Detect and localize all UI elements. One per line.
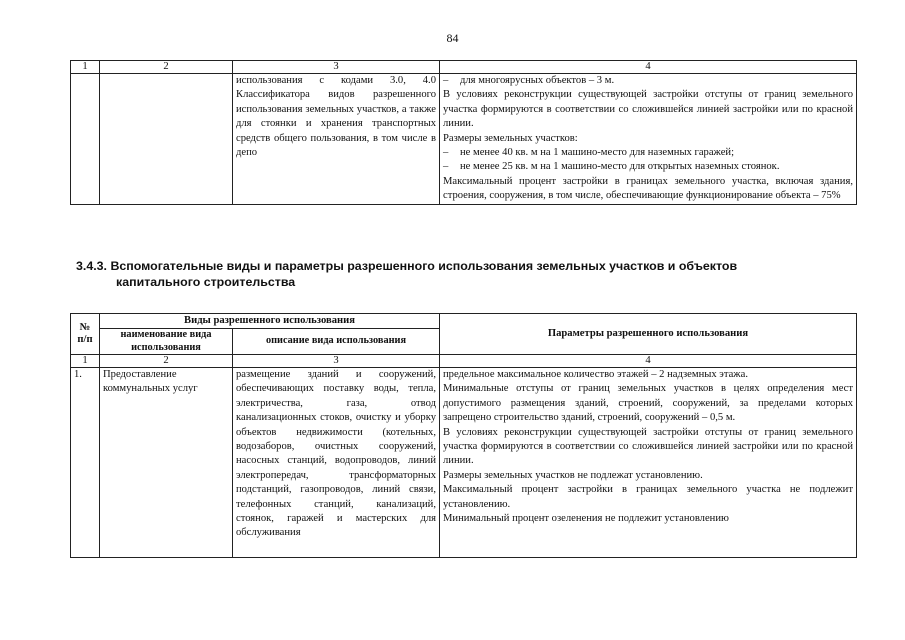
cell-name: Предоставление коммунальных услуг bbox=[100, 368, 233, 558]
paragraph: Минимальный процент озеленения не подлежит установлению bbox=[443, 513, 729, 525]
column-number: 2 bbox=[100, 355, 233, 368]
paragraph: В условиях реконструкции существующей застройки отступы от границ земельного участка формируются в соответствии со сложившейся линией застройки или по красной линии. bbox=[443, 89, 853, 130]
paragraph: Максимальный процент застройки в границах земельного участка не подлежит установлению. bbox=[443, 484, 853, 510]
header-name: наименование вида использования bbox=[100, 329, 233, 355]
header-num: № п/п bbox=[71, 314, 100, 355]
page-number: 84 bbox=[446, 31, 459, 45]
cell-name bbox=[100, 74, 233, 205]
table-row bbox=[71, 74, 857, 205]
column-number: 1 bbox=[71, 355, 100, 368]
column-number-row bbox=[71, 355, 857, 368]
cell-description bbox=[233, 368, 440, 558]
list-item: – не менее 40 кв. м на 1 машино-место для наземных гаражей; bbox=[443, 147, 735, 159]
list-item: – для многоярусных объектов – 3 м. bbox=[443, 75, 615, 86]
table-row bbox=[71, 368, 857, 558]
cell-num bbox=[71, 74, 100, 205]
column-number-row bbox=[71, 61, 857, 74]
section-heading-line1: 3.4.3. Вспомогательные виды и параметры разрешенного использования земельных участков и объектов bbox=[76, 259, 738, 273]
column-number: 1 bbox=[71, 61, 100, 74]
cell-description: использования с кодами 3.0, 4.0 Классификатора видов разрешенного использования земельных участков, а также для стоянки и хранения транспортных средств общего пользования, в том числе в депо bbox=[233, 74, 440, 205]
cell-num: 1. bbox=[71, 368, 100, 558]
paragraph: Размеры земельных участков не подлежат установлению. bbox=[443, 469, 703, 481]
paragraph: В условиях реконструкции существующей застройки отступы от границ земельного участка формируются в соответствии со сложившейся линией застройки или по красной линии. bbox=[443, 426, 853, 467]
paragraph: предельное максимальное количество этажей – 2 надземных этажа. bbox=[443, 369, 748, 380]
column-number: 4 bbox=[440, 355, 857, 368]
cell-params bbox=[440, 368, 857, 558]
header-types-group: Виды разрешенного использования bbox=[100, 314, 440, 329]
section-heading bbox=[76, 258, 846, 290]
paragraph: Размеры земельных участков: bbox=[443, 132, 578, 144]
description-text: размещение зданий и сооружений, обеспечивающих поставку воды, тепла, электричества, газа, отвод канализационных стоков, очистку и уборку объектов недвижимости (котельных, водозаборов, очистных сооружений, насосных станций, водопроводов, линий электропередач, трансформаторных подстанций, газопроводов, линий связи, телефонных станций, канализаций, стоянок, гаражей и мастерских для обслуживания bbox=[236, 369, 436, 539]
cell-params bbox=[440, 74, 857, 205]
header-row bbox=[71, 314, 857, 329]
column-number: 3 bbox=[233, 61, 440, 74]
continued-regulations-table bbox=[70, 60, 857, 205]
header-params: Параметры разрешенного использования bbox=[440, 314, 857, 355]
header-description: описание вида использования bbox=[233, 329, 440, 355]
auxiliary-uses-table bbox=[70, 313, 857, 558]
column-number: 4 bbox=[440, 61, 857, 74]
column-number: 3 bbox=[233, 355, 440, 368]
section-heading-line2: капитального строительства bbox=[116, 275, 296, 289]
list-item: – не менее 25 кв. м на 1 машино-место для открытых наземных стоянок. bbox=[443, 161, 780, 173]
column-number: 2 bbox=[100, 61, 233, 74]
paragraph: Минимальные отступы от границ земельных участков в целях определения мест допустимого размещения зданий, строений, сооружений, за пределами которых запрещено строительство зданий, строений, сооружений – 0,5 м. bbox=[443, 383, 853, 424]
paragraph: Максимальный процент застройки в границах земельного участка, включая здания, строения, сооружения, в том числе, обеспечивающие функционирование объекта – 75% bbox=[443, 175, 853, 202]
